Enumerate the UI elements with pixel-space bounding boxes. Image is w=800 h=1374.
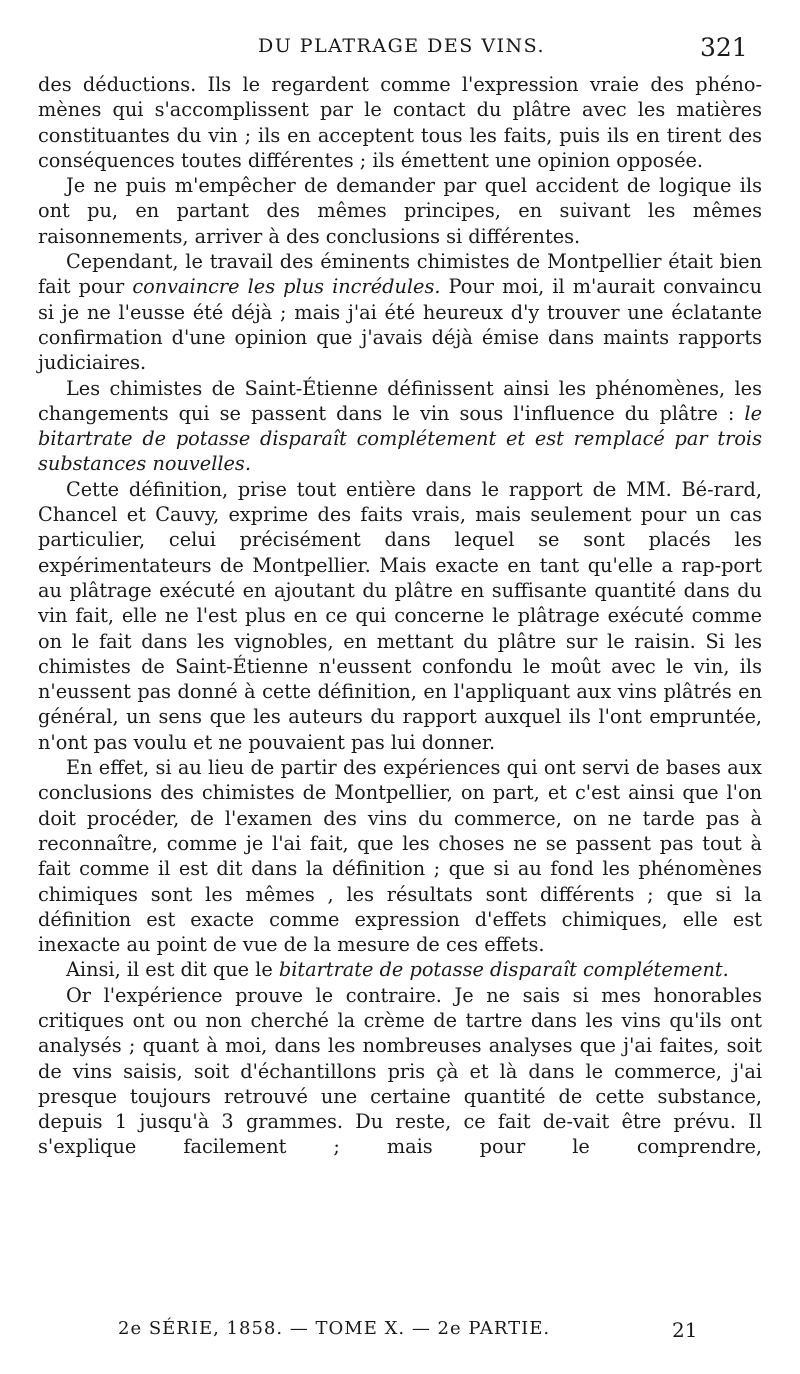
text-run: Les chimistes de Saint-Étienne définissent ainsi les phénomènes, les changements qui se passent dans le vin sous l'influence du plâtre : <box>38 376 762 425</box>
italic-text: convaincre les plus incrédules. <box>132 275 441 299</box>
running-head: DU PLATRAGE DES VINS. <box>258 35 546 57</box>
paragraph <box>38 477 762 755</box>
paragraph <box>38 173 762 249</box>
italic-text: bitartrate de potasse disparaît complétement. <box>278 958 729 982</box>
text-run: En effet, si au lieu de partir des expériences qui ont servi de bases aux conclusions des chimistes de Montpellier, on part, et c'est ainsi que l'on doit procéder, de l'examen des vins du commerce, on ne tarde pas à reconnaître, comme je l'ai fait, que les choses ne se passent pas tout à fait comme il est dit dans la définition ; que si au fond les phénomènes chimiques sont les mêmes , les résultats sont différents ; que si la définition est exacte comme expression d'effets chimiques, elle est inexacte au point de vue de la mesure de ces effets. <box>38 756 762 957</box>
signature-mark: 21 <box>672 1318 698 1342</box>
text-run: Je ne puis m'empêcher de demander par quel accident de logique ils ont pu, en partant des mêmes principes, en suivant les mêmes raisonnements, arriver à des conclusions si différentes. <box>38 174 762 248</box>
text-run: Cependant, le travail des éminents chimistes de Montpellier était bien fait pour <box>38 250 762 299</box>
text-run: Or l'expérience prouve le contraire. Je ne sais si mes honorables critiques ont ou non cherché la crème de tartre dans les vins qu'ils ont analysés ; quant à moi, dans les nombreuses analyses que j'ai faites, soit de vins saisis, soit d'échantillons pris çà et là dans le commerce, j'ai presque toujours retrouvé une certaine quantité de cette substance, depuis 1 jusqu'à 3 grammes. Du reste, ce fait de-vait être prévu. Il s'explique facilement ; mais pour le comprendre, <box>38 983 762 1159</box>
body-text <box>38 72 762 1160</box>
page-header <box>0 33 800 63</box>
paragraph <box>38 249 762 375</box>
text-run: des déductions. Ils le regardent comme l'expression vraie des phéno-mènes qui s'accomplissent par le contact du plâtre avec les matières constituantes du vin ; ils en acceptent tous les faits, puis ils en tirent des conséquences toutes différentes ; ils émettent une opinion opposée. <box>38 73 762 172</box>
text-run: Cette définition, prise tout entière dans le rapport de MM. Bé-rard, Chancel et Cauvy, exprime des faits vrais, mais seulement pour un cas particulier, celui précisément dans lequel se sont placés les expérimentateurs de Montpellier. Mais exacte en tant qu'elle a rap-port au plâtrage exécuté en ajoutant du plâtre en suffisante quantité dans du vin fait, elle ne l'est plus en ce qui concerne le plâtrage exécuté comme on le fait dans les vignobles, en mettant du plâtre sur le raisin. Si les chimistes de Saint-Étienne n'eussent confondu le moût avec le vin, ils n'eussent pas donné à cette définition, en l'appliquant aux vins plâtrés en général, un sens que les auteurs du rapport auxquel ils l'ont empruntée, n'ont pas voulu et ne pouvaient pas lui donner. <box>38 477 762 754</box>
italic-text: le bitartrate de potasse disparaît complétement et est remplacé par trois substances nouvelles. <box>38 401 762 476</box>
paragraph <box>38 72 762 173</box>
series-info: 2e SÉRIE, 1858. — TOME X. — 2e PARTIE. <box>118 1318 551 1339</box>
page-number: 321 <box>700 33 748 62</box>
text-run: Ainsi, il est dit que le <box>66 958 279 982</box>
paragraph <box>38 957 762 982</box>
paragraph <box>38 755 762 957</box>
text-run: Pour moi, il m'aurait convaincu si je ne l'eusse été déjà ; mais j'ai été heureux d'y trouver une éclatante confirmation d'une opinion que j'avais déjà émise dans maints rapports judiciaires. <box>38 275 762 375</box>
paragraph <box>38 983 762 1160</box>
paragraph <box>38 376 762 477</box>
page-footer <box>0 1318 800 1348</box>
